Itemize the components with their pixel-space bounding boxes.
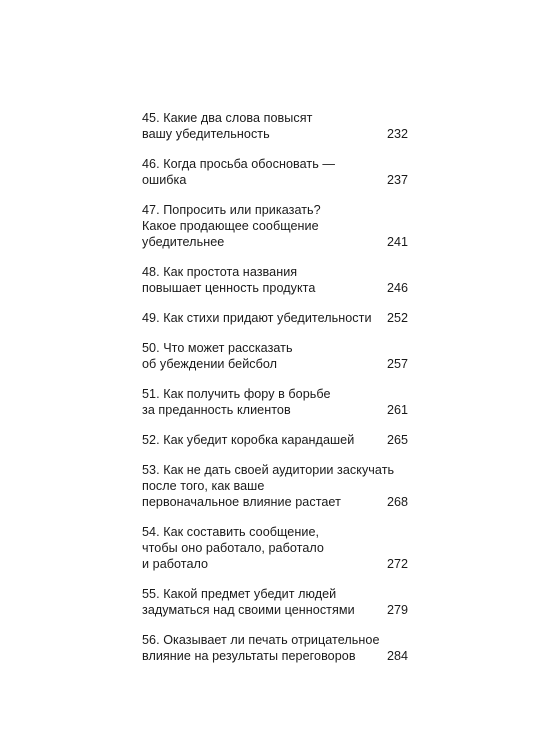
toc-entry-title-line: за преданность клиентов [142,403,291,417]
toc-entry-53 [142,462,408,510]
toc-entry-title-line: 50. Что может рассказать [142,341,293,355]
toc-entry-title-line: 52. Как убедит коробка карандашей [142,433,355,447]
toc-entry-title-line: 45. Какие два слова повысят [142,111,313,125]
toc-page-number: 257 [386,357,408,371]
toc-page-number: 284 [386,649,408,663]
toc-entry-50 [142,340,408,372]
toc-entry-title-line: 53. Как не дать своей аудитории заскучать [142,463,395,477]
toc-entry-title-line: Какое продающее сообщение [142,219,319,233]
toc-page-number: 252 [386,311,408,325]
toc-page-number: 268 [386,495,408,509]
toc-page-number: 237 [386,173,408,187]
toc-entry-title-line: 48. Как простота названия [142,265,298,279]
toc-entry-title-line: задуматься над своими ценностями [142,603,355,617]
toc-page-number: 279 [386,603,408,617]
toc-entry-45 [142,110,408,142]
toc-entry-title-line: чтобы оно работало, работало [142,541,324,555]
toc-entry-title-line: ошибка [142,173,187,187]
toc-entry-51 [142,386,408,418]
toc-entry-title-line: 54. Как составить сообщение, [142,525,320,539]
toc-entry-49 [142,310,408,326]
toc-entry-title-line: 47. Попросить или приказать? [142,203,321,217]
toc-entry-46 [142,156,408,188]
toc-entry-title-line: после того, как ваше [142,479,265,493]
toc-page-number: 241 [386,235,408,249]
toc-page-number: 261 [386,403,408,417]
toc-entry-title-line: 56. Оказывает ли печать отрицательное [142,633,380,647]
toc-entry-title-line: влияние на результаты переговоров [142,649,356,663]
toc-entry-title-line: убедительнее [142,235,225,249]
toc-entry-title-line: 55. Какой предмет убедит людей [142,587,337,601]
toc-page-number: 272 [386,557,408,571]
toc-entry-title-line: об убеждении бейсбол [142,357,278,371]
toc-entry-title-line: 46. Когда просьба обосновать — [142,157,336,171]
toc-entry-54 [142,524,408,572]
toc-entry-title-line: повышает ценность продукта [142,281,316,295]
toc-page-number: 246 [386,281,408,295]
table-of-contents [142,110,408,678]
toc-entry-title-line: и работало [142,557,209,571]
toc-page-number: 232 [386,127,408,141]
toc-entry-title-line: вашу убедительность [142,127,270,141]
toc-entry-55 [142,586,408,618]
toc-entry-48 [142,264,408,296]
toc-entry-title-line: 49. Как стихи придают убедительности [142,311,372,325]
toc-entry-title-line: 51. Как получить фору в борьбе [142,387,331,401]
toc-entry-47 [142,202,408,250]
toc-entry-title-line: первоначальное влияние растает [142,495,341,509]
toc-page-number: 265 [386,433,408,447]
toc-entry-52 [142,432,408,448]
toc-entry-56 [142,632,408,664]
